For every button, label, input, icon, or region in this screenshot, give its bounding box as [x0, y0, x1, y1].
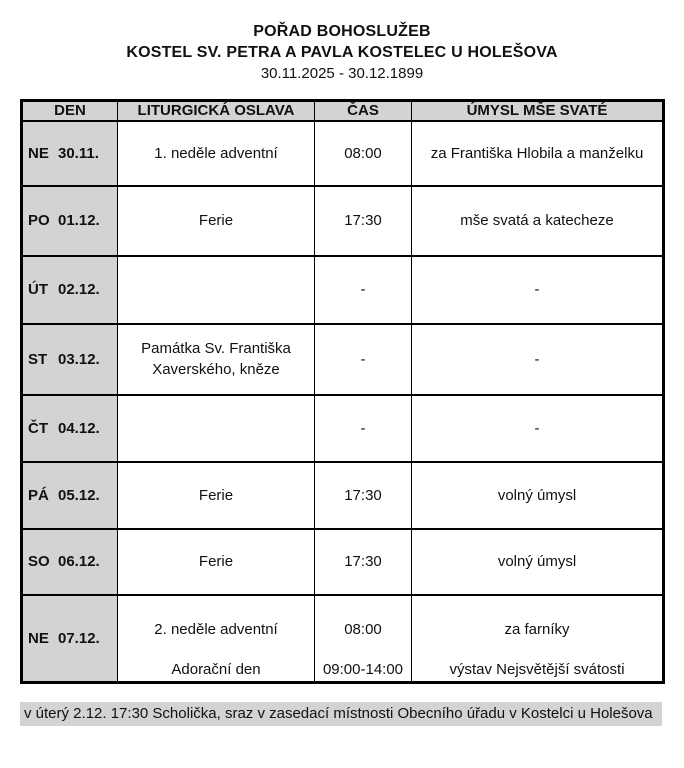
day-date: 06.12.	[58, 553, 100, 570]
page-title: POŘAD BOHOSLUŽEB	[253, 23, 431, 40]
table-row	[22, 324, 664, 395]
schedule-table	[20, 99, 665, 684]
day-date: 03.12.	[58, 350, 100, 368]
celebration-cell-main: 2. neděle adventní	[154, 620, 278, 638]
time-cell-sub: 09:00-14:00	[322, 661, 404, 679]
celebration-cell: Památka Sv. Františka Xaverského, kněze	[118, 324, 315, 395]
time-cell: -	[315, 395, 412, 462]
day-abbrev: PÁ	[28, 486, 49, 504]
celebration-cell	[118, 256, 315, 324]
column-header-den: DEN	[22, 101, 118, 121]
celebration-cell: Ferie	[118, 186, 315, 256]
intention-cell: za Františka Hlobila a manželku	[412, 121, 664, 186]
time-cell-main: 08:00	[344, 620, 382, 638]
day-cell	[22, 121, 118, 186]
intention-cell: -	[412, 256, 664, 324]
intention-cell-sub: výstav Nejsvětější svátosti	[449, 661, 625, 679]
church-name: KOSTEL SV. PETRA A PAVLA KOSTELEC U HOLEŠOVA	[126, 44, 558, 61]
celebration-cell	[118, 395, 315, 462]
time-cell: 17:30	[315, 529, 412, 595]
time-cell: 17:30	[315, 462, 412, 529]
celebration-cell: Ferie	[118, 462, 315, 529]
table-row	[22, 395, 664, 462]
day-abbrev: NE	[28, 144, 49, 162]
footer-note: v úterý 2.12. 17:30 Scholička, sraz v zasedací místnosti Obecního úřadu v Kostelci u Holešova	[20, 702, 662, 726]
day-abbrev: SO	[28, 553, 50, 570]
day-abbrev: ÚT	[28, 281, 48, 298]
day-cell	[22, 324, 118, 395]
day-cell	[22, 256, 118, 324]
table-row	[22, 529, 664, 595]
title-block	[0, 21, 684, 84]
intention-cell: -	[412, 395, 664, 462]
schedule-body	[22, 121, 664, 683]
table-row	[22, 186, 664, 256]
time-cell	[315, 595, 412, 683]
intention-cell: volný úmysl	[412, 462, 664, 529]
day-date: 07.12.	[58, 629, 100, 647]
date-range: 30.11.2025 - 30.12.1899	[260, 65, 424, 82]
intention-cell-main: za farníky	[504, 620, 570, 638]
day-cell	[22, 462, 118, 529]
time-cell: 17:30	[315, 186, 412, 256]
header-row	[22, 101, 664, 121]
celebration-cell: Ferie	[118, 529, 315, 595]
column-header-cas: ČAS	[315, 101, 412, 121]
intention-cell: volný úmysl	[412, 529, 664, 595]
column-header-liturgicka-oslava: LITURGICKÁ OSLAVA	[118, 101, 315, 121]
celebration-cell	[118, 595, 315, 683]
day-date: 02.12.	[58, 281, 100, 298]
column-header-umysl: ÚMYSL MŠE SVATÉ	[412, 101, 664, 121]
day-cell	[22, 529, 118, 595]
intention-cell: -	[412, 324, 664, 395]
table-row	[22, 462, 664, 529]
day-abbrev: PO	[28, 212, 50, 229]
celebration-cell-sub: Adorační den	[171, 661, 261, 679]
time-cell: -	[315, 256, 412, 324]
table-row	[22, 595, 664, 683]
day-date: 05.12.	[58, 486, 100, 504]
day-cell	[22, 395, 118, 462]
table-row	[22, 256, 664, 324]
day-abbrev: ST	[28, 350, 48, 368]
day-abbrev: ČT	[28, 419, 48, 437]
table-row	[22, 121, 664, 186]
schedule-header	[22, 101, 664, 121]
intention-cell	[412, 595, 664, 683]
day-date: 01.12.	[58, 212, 100, 229]
day-abbrev: NE	[28, 629, 49, 647]
time-cell: -	[315, 324, 412, 395]
intention-cell: mše svatá a katecheze	[412, 186, 664, 256]
day-cell	[22, 186, 118, 256]
day-date: 04.12.	[58, 419, 100, 437]
day-date: 30.11.	[58, 144, 99, 162]
celebration-cell: 1. neděle adventní	[118, 121, 315, 186]
time-cell: 08:00	[315, 121, 412, 186]
day-cell	[22, 595, 118, 683]
